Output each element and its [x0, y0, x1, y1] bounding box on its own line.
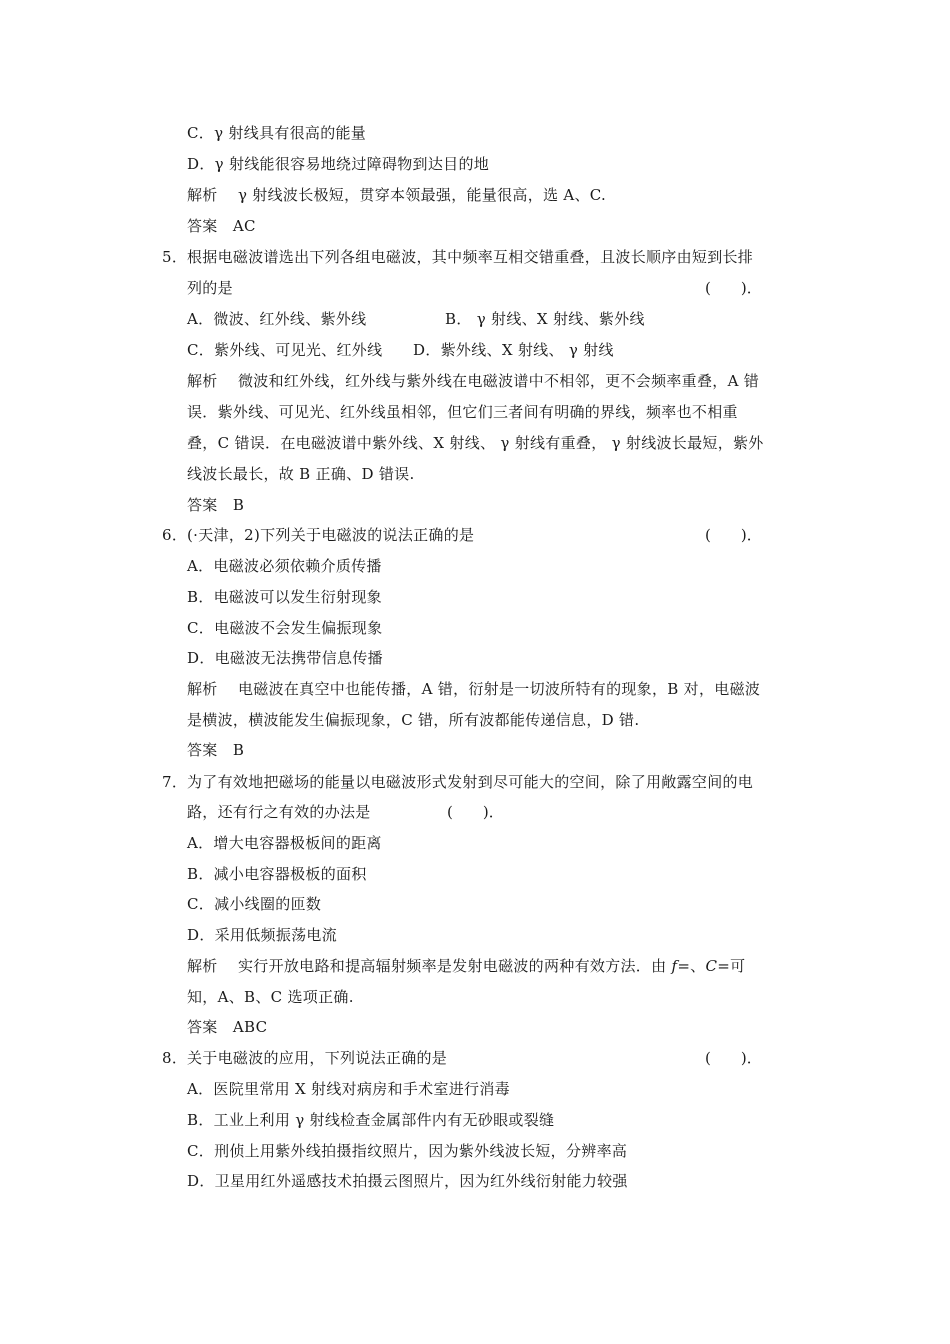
q8-stem: 关于电磁波的应用，下列说法正确的是	[187, 1049, 448, 1067]
q7-stem-line2: 路，还有行之有效的办法是	[187, 803, 371, 821]
q7-analysis-line2: 知，A、B、C 选项正确.	[187, 988, 354, 1006]
q7-analysis-c: C	[705, 957, 718, 975]
q5-stem-line2: 列的是	[187, 279, 233, 297]
q6-analysis-line1: 解析 电磁波在真空中也能传播，A 错，衍射是一切波所特有的现象，B 对，电磁波	[187, 680, 761, 698]
q5-analysis-line2: 误．紫外线、可见光、红外线虽相邻，但它们三者间有明确的界线，频率也不相重	[187, 403, 738, 421]
q8-option-d: D．卫星用红外遥感技术拍摄云图照片，因为红外线衍射能力较强	[187, 1172, 628, 1190]
q5-analysis-line1: 解析 微波和红外线，红外线与紫外线在电磁波谱中不相邻，更不会频率重叠，A 错	[187, 372, 760, 390]
q6-option-a: A．电磁波必须依赖介质传播	[187, 557, 382, 575]
q8-option-c: C．刑侦上用紫外线拍摄指纹照片，因为紫外线波长短，分辨率高	[187, 1142, 628, 1160]
q8-option-b: B．工业上利用 γ 射线检查金属部件内有无砂眼或裂缝	[187, 1111, 555, 1129]
q6-answer: 答案 B	[187, 741, 245, 759]
q8-number: 8．	[162, 1049, 188, 1067]
q7-option-b: B．减小电容器极板的面积	[187, 865, 367, 883]
q7-answer-paren: ( )．	[447, 803, 504, 821]
q7-analysis-mid: =、	[677, 957, 706, 975]
q6-number: 6．	[162, 526, 188, 544]
q8-answer-paren: ( )．	[705, 1049, 762, 1067]
q4-answer: 答案 AC	[187, 217, 256, 235]
q7-analysis-line1	[187, 956, 745, 976]
q7-option-c: C．减小线圈的匝数	[187, 895, 322, 913]
q5-answer-paren: ( )．	[705, 279, 762, 297]
q7-number: 7．	[162, 773, 188, 791]
q5-analysis-line4: 线波长最长，故 B 正确、D 错误.	[187, 465, 415, 483]
q5-option-c: C．紫外线、可见光、红外线	[187, 341, 383, 359]
q5-answer: 答案 B	[187, 496, 245, 514]
q7-answer: 答案 ABC	[187, 1018, 268, 1036]
q6-option-c: C．电磁波不会发生偏振现象	[187, 619, 383, 637]
q6-stem: (·天津，2)下列关于电磁波的说法正确的是	[187, 526, 475, 544]
q4-analysis: 解析 γ 射线波长极短，贯穿本领最强，能量很高，选 A、C.	[187, 186, 607, 204]
q7-analysis-f: f	[671, 957, 678, 975]
q5-option-b: B． γ 射线、X 射线、紫外线	[445, 310, 645, 328]
q8-option-a: A．医院里常用 X 射线对病房和手术室进行消毒	[187, 1080, 510, 1098]
q5-stem-line1: 根据电磁波谱选出下列各组电磁波，其中频率互相交错重叠，且波长顺序由短到长排	[187, 248, 754, 266]
q7-analysis-text: 解析 实行开放电路和提高辐射频率是发射电磁波的两种有效方法．由	[187, 957, 672, 975]
q7-analysis-post: =可	[717, 957, 746, 975]
q5-analysis-line3: 叠，C 错误．在电磁波谱中紫外线、X 射线、 γ 射线有重叠， γ 射线波长最短，紫外	[187, 434, 764, 452]
q6-option-d: D．电磁波无法携带信息传播	[187, 649, 383, 667]
q5-option-d: D．紫外线、X 射线、 γ 射线	[413, 341, 614, 359]
q6-analysis-line2: 是横波，横波能发生偏振现象，C 错，所有波都能传递信息，D 错.	[187, 711, 640, 729]
q7-option-a: A．增大电容器极板间的距离	[187, 834, 382, 852]
q6-answer-paren: ( )．	[705, 526, 762, 544]
q4-option-d: D．γ 射线能很容易地绕过障碍物到达目的地	[187, 155, 490, 173]
q7-option-d: D．采用低频振荡电流	[187, 926, 338, 944]
q5-number: 5．	[162, 248, 188, 266]
q5-option-a: A．微波、红外线、紫外线	[187, 310, 367, 328]
q6-option-b: B．电磁波可以发生衍射现象	[187, 588, 382, 606]
q4-option-c: C．γ 射线具有很高的能量	[187, 124, 367, 142]
q7-stem-line1: 为了有效地把磁场的能量以电磁波形式发射到尽可能大的空间，除了用敞露空间的电	[187, 773, 754, 791]
